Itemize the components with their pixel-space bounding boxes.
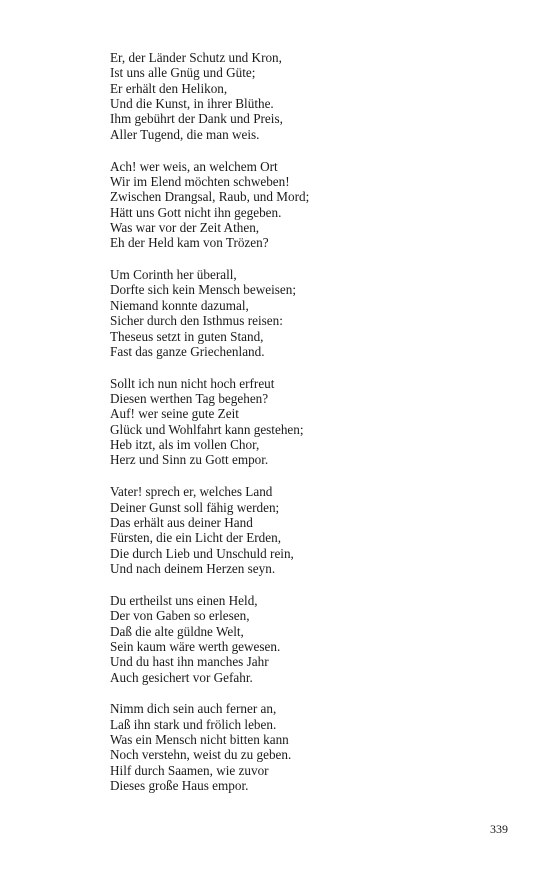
verse-line: Hätt uns Gott nicht ihn gegeben. xyxy=(110,204,282,220)
verse-line: Noch verstehn, weist du zu geben. xyxy=(110,747,292,763)
verse-line: Ihm gebührt der Dank und Preis, xyxy=(110,111,283,127)
verse-line: Dorfte sich kein Mensch beweisen; xyxy=(110,282,297,298)
verse-line: Und die Kunst, in ihrer Blüthe. xyxy=(110,96,274,112)
verse-line: Deiner Gunst soll fähig werden; xyxy=(110,499,280,515)
verse-line: Das erhält aus deiner Hand xyxy=(110,514,253,530)
verse-line: Daß die alte güldne Welt, xyxy=(110,623,244,639)
verse-line: Aller Tugend, die man weis. xyxy=(110,126,260,142)
verse-line: Niemand konnte dazumal, xyxy=(110,297,249,313)
page-number: 339 xyxy=(490,822,508,836)
verse-line: Dieses große Haus empor. xyxy=(110,778,249,794)
verse-line: Nimm dich sein auch ferner an, xyxy=(110,701,277,717)
stanza-2 xyxy=(110,159,510,251)
verse-line: Und nach deinem Herzen seyn. xyxy=(110,560,276,576)
verse-line: Heb itzt, als im vollen Chor, xyxy=(110,437,260,453)
verse-line: Theseus setzt in guten Stand, xyxy=(110,328,264,344)
verse-line: Vater! sprech er, welches Land xyxy=(110,484,273,500)
poem-body xyxy=(110,50,510,810)
verse-line: Auch gesichert vor Gefahr. xyxy=(110,669,253,685)
verse-line: Eh der Held kam von Trözen? xyxy=(110,235,269,251)
verse-line: Ach! wer weis, an welchem Ort xyxy=(110,158,278,174)
verse-line: Wir im Elend möchten schweben! xyxy=(110,173,290,189)
stanza-6 xyxy=(110,593,510,685)
verse-line: Er, der Länder Schutz und Kron, xyxy=(110,50,282,65)
verse-line: Was war vor der Zeit Athen, xyxy=(110,219,260,235)
verse-line: Er erhält den Helikon, xyxy=(110,80,228,96)
stanza-5 xyxy=(110,484,510,576)
verse-line: Und du hast ihn manches Jahr xyxy=(110,654,269,670)
verse-line: Die durch Lieb und Unschuld rein, xyxy=(110,545,294,561)
verse-line: Sollt ich nun nicht hoch erfreut xyxy=(110,375,275,391)
verse-line: Um Corinth her überall, xyxy=(110,267,237,283)
verse-line: Du ertheilst uns einen Held, xyxy=(110,592,258,608)
verse-line: Der von Gaben so erlesen, xyxy=(110,608,250,624)
verse-line: Was ein Mensch nicht bitten kann xyxy=(110,732,289,748)
verse-line: Fürsten, die ein Licht der Erden, xyxy=(110,530,282,546)
verse-line: Zwischen Drangsal, Raub, und Mord; xyxy=(110,189,310,205)
verse-line: Herz und Sinn zu Gott empor. xyxy=(110,452,269,468)
stanza-3 xyxy=(110,267,510,359)
verse-line: Hilf durch Saamen, wie zuvor xyxy=(110,762,269,778)
verse-line: Sicher durch den Isthmus reisen: xyxy=(110,313,283,329)
verse-line: Diesen werthen Tag begehen? xyxy=(110,391,269,407)
verse-line: Auf! wer seine gute Zeit xyxy=(110,406,239,422)
verse-line: Ist uns alle Gnüg und Güte; xyxy=(110,65,256,81)
verse-line: Sein kaum wäre werth gewesen. xyxy=(110,638,281,654)
stanza-4 xyxy=(110,376,510,468)
verse-line: Laß ihn stark und frölich leben. xyxy=(110,716,277,732)
verse-line: Fast das ganze Griechenland. xyxy=(110,343,265,359)
stanza-7 xyxy=(110,701,510,793)
stanza-1 xyxy=(110,50,510,142)
verse-line: Glück und Wohlfahrt kann gestehen; xyxy=(110,421,304,437)
